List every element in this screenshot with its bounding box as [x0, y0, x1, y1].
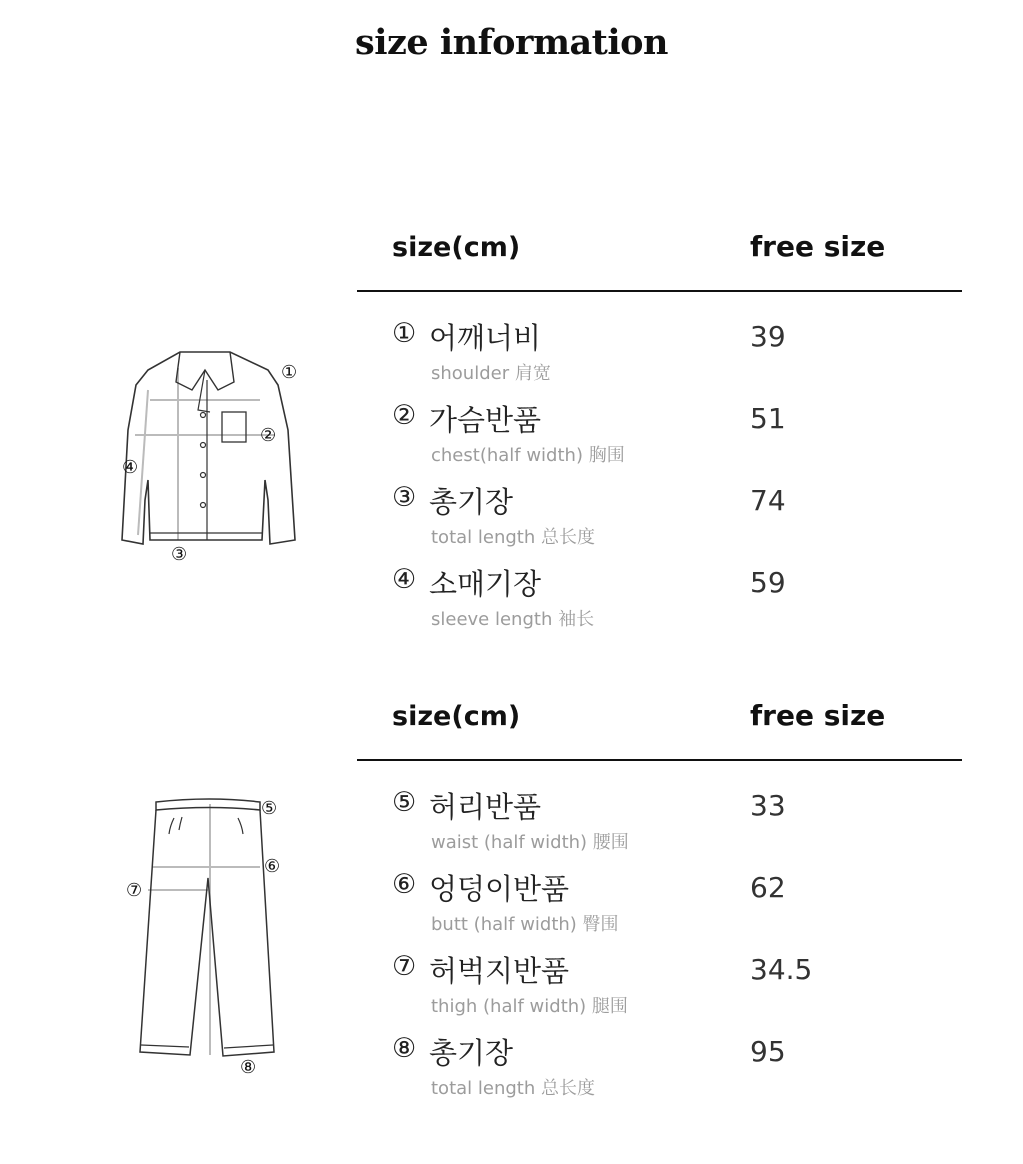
row-value: 51: [750, 402, 786, 435]
row-value: 59: [750, 566, 786, 599]
table-row: [0, 867, 1023, 947]
table-row: [0, 949, 1023, 1029]
table-header: [0, 697, 1023, 747]
row-label-korean: 허벅지반품: [429, 954, 570, 988]
header-free-size-label: free size: [750, 230, 886, 263]
label-2: ②: [260, 425, 277, 446]
row-label-english: chest(half width) 胸围: [431, 445, 625, 466]
row-number: ④: [392, 564, 417, 595]
table-row: [0, 785, 1023, 865]
row-label-korean: 총기장: [429, 485, 514, 519]
header-size-label: size(cm): [392, 701, 521, 732]
label-5: ⑤: [261, 798, 278, 819]
row-label-english: total length 总长度: [431, 527, 595, 548]
label-3: ③: [171, 544, 188, 565]
row-value: 62: [750, 871, 786, 904]
row-number: ①: [392, 318, 417, 349]
label-8: ⑧: [240, 1057, 257, 1078]
row-label-korean: 엉덩이반품: [429, 872, 570, 906]
row-label-english: shoulder 肩宽: [431, 363, 551, 384]
table-row: [0, 1031, 1023, 1111]
row-label-english: waist (half width) 腰围: [431, 832, 629, 853]
page-title: size information: [355, 22, 668, 63]
row-label-korean: 어깨너비: [429, 321, 542, 355]
row-value: 33: [750, 789, 786, 822]
row-label-korean: 허리반품: [429, 790, 542, 824]
row-number: ②: [392, 400, 417, 431]
row-label-english: thigh (half width) 腿围: [431, 996, 628, 1017]
table-row: [0, 316, 1023, 396]
row-label-english: butt (half width) 臀围: [431, 914, 619, 935]
header-divider: [357, 290, 962, 292]
header-free-size-label: free size: [750, 699, 886, 732]
table-row: [0, 480, 1023, 560]
label-4: ④: [122, 457, 139, 478]
row-number: ⑧: [392, 1033, 417, 1064]
row-value: 39: [750, 320, 786, 353]
row-number: ⑦: [392, 951, 417, 982]
row-value: 74: [750, 484, 786, 517]
row-number: ③: [392, 482, 417, 513]
table-row: [0, 562, 1023, 642]
row-label-korean: 총기장: [429, 1036, 514, 1070]
row-label-english: sleeve length 袖长: [431, 609, 595, 630]
row-label-korean: 소매기장: [429, 567, 542, 601]
table-row: [0, 398, 1023, 478]
label-6: ⑥: [264, 856, 281, 877]
row-label-english: total length 总长度: [431, 1078, 595, 1099]
header-divider: [357, 759, 962, 761]
row-number: ⑤: [392, 787, 417, 818]
row-label-korean: 가슴반품: [429, 403, 542, 437]
label-7: ⑦: [126, 880, 143, 901]
table-header: [0, 228, 1023, 278]
row-value: 95: [750, 1035, 786, 1068]
header-size-label: size(cm): [392, 232, 521, 263]
label-1: ①: [281, 362, 298, 383]
row-value: 34.5: [750, 953, 813, 986]
row-number: ⑥: [392, 869, 417, 900]
